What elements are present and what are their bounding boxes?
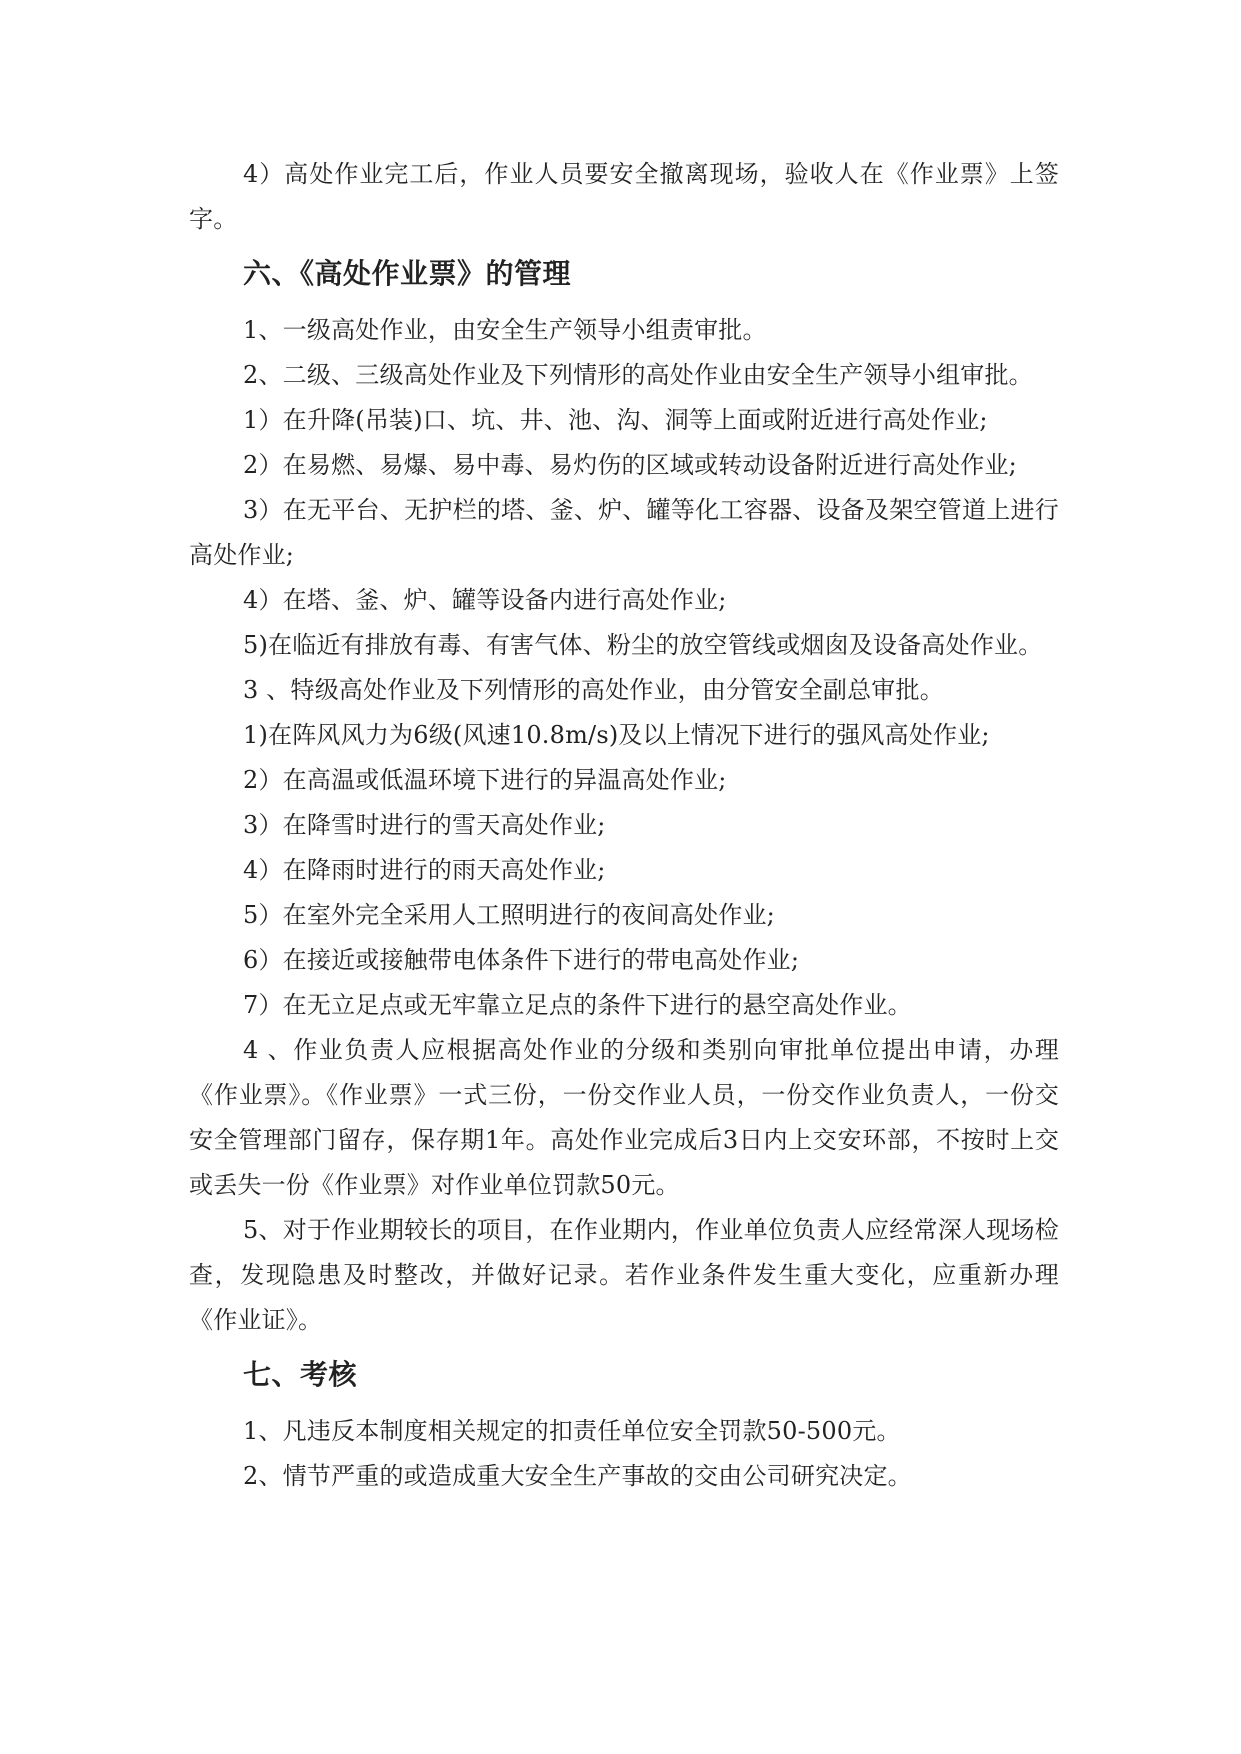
list-item: 2）在易燃、易爆、易中毒、易灼伤的区域或转动设备附近进行高处作业; — [243, 451, 1017, 479]
paragraph-acceptance-signing: 4）高处作业完工后，作业人员要安全撤离现场，验收人在《作业票》上签字。 — [189, 160, 1059, 233]
paragraph-level1-approval: 1、一级高处作业，由安全生产领导小组责审批。 — [243, 316, 767, 344]
document-body — [189, 152, 1059, 1499]
list-item: 5）在室外完全采用人工照明进行的夜间高处作业; — [243, 901, 775, 929]
list-item: 3）在降雪时进行的雪天高处作业; — [243, 811, 606, 839]
paragraph-penalty: 1、凡违反本制度相关规定的扣责任单位安全罚款50-500元。 — [243, 1417, 901, 1445]
section-heading-assessment: 七、考核 — [243, 1358, 358, 1391]
paragraph-long-term-projects: 5、对于作业期较长的项目，在作业期内，作业单位负责人应经常深人现场检查，发现隐患及时整改，并做好记录。若作业条件发生重大变化，应重新办理《作业证》。 — [189, 1216, 1059, 1334]
list-item: 7）在无立足点或无牢靠立足点的条件下进行的悬空高处作业。 — [243, 991, 912, 1019]
list-item: 4）在降雨时进行的雨天高处作业; — [243, 856, 606, 884]
paragraph-special-level-approval: 3 、特级高处作业及下列情形的高处作业，由分管安全副总审批。 — [243, 676, 944, 704]
list-item: 2）在高温或低温环境下进行的异温高处作业; — [243, 766, 727, 794]
list-item: 6）在接近或接触带电体条件下进行的带电高处作业; — [243, 946, 800, 974]
section-heading-ticket-management: 六、《高处作业票》的管理 — [243, 257, 572, 290]
list-item: 1)在阵风风力为6级(风速10.8m/s)及以上情况下进行的强风高处作业; — [243, 721, 990, 749]
paragraph-level2-3-approval: 2、二级、三级高处作业及下列情形的高处作业由安全生产领导小组审批。 — [243, 361, 1033, 389]
list-item: 1）在升降(吊装)口、坑、井、池、沟、洞等上面或附近进行高处作业; — [243, 406, 988, 434]
list-item: 5)在临近有排放有毒、有害气体、粉尘的放空管线或烟囱及设备高处作业。 — [243, 631, 1043, 659]
paragraph-application-procedure: 4 、作业负责人应根据高处作业的分级和类别向审批单位提出申请，办理《作业票》。《作业票》一式三份，一份交作业人员，一份交作业负责人，一份交安全管理部门留存，保存期1年。高处作业完成后3日内上交安环部，不按时上交或丢失一份《作业票》对作业单位罚款50元。 — [189, 1036, 1059, 1199]
list-item: 3）在无平台、无护栏的塔、釜、炉、罐等化工容器、设备及架空管道上进行高处作业; — [189, 496, 1059, 569]
list-item: 4）在塔、釜、炉、罐等设备内进行高处作业; — [243, 586, 727, 614]
paragraph-serious-cases: 2、情节严重的或造成重大安全生产事故的交由公司研究决定。 — [243, 1462, 912, 1490]
